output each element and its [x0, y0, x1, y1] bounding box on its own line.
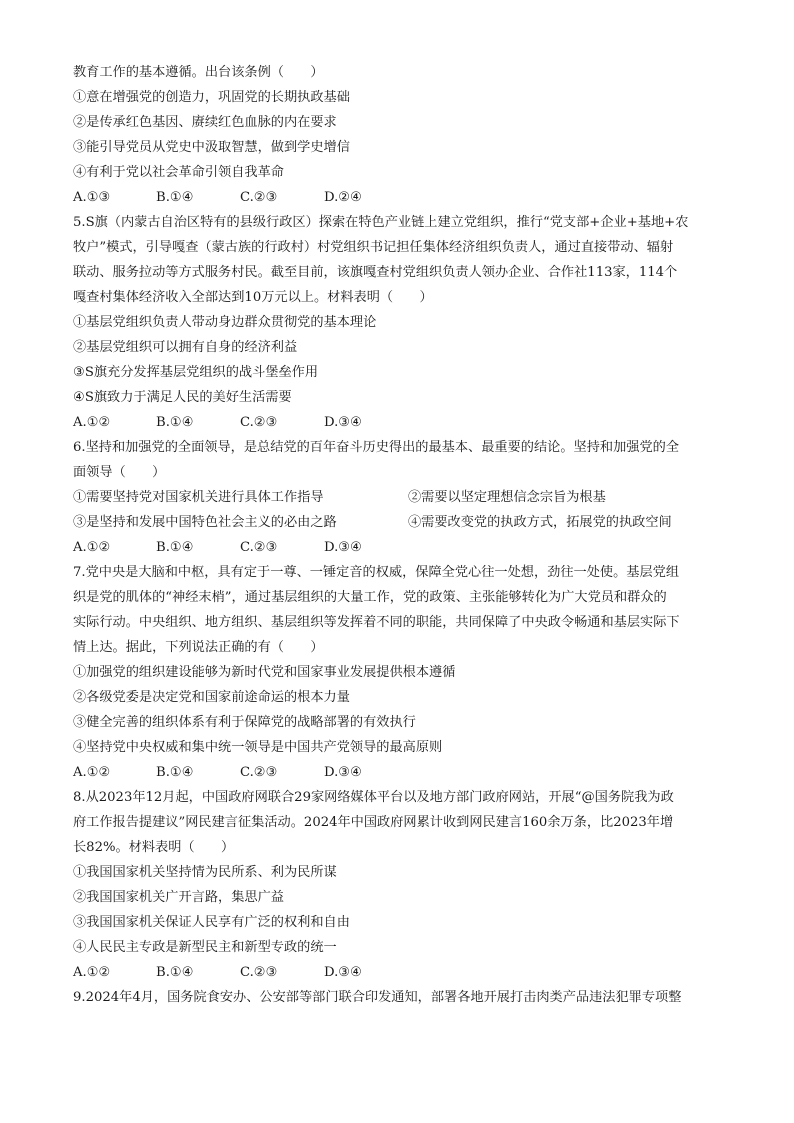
q5-stem-line-1: 5.S旗（内蒙古自治区特有的县级行政区）探索在特色产业链上建立党组织，推行“党支部+企业+基地+农 [73, 215, 689, 230]
q5-statement-4: ④S旗致力于满足人民的美好生活需要 [73, 390, 292, 405]
q8-stem-line-2: 府工作报告提建议”网民建言征集活动。2024年中国政府网累计收到网民建言160余万条，比2023年增 [73, 815, 674, 830]
q6-stem-line-1: 6.坚持和加强党的全面领导，是总结党的百年奋斗历史得出的最基本、最重要的结论。坚持和加强党的全 [73, 440, 680, 455]
q5-option-d: D.③④ [324, 415, 362, 430]
q6-option-b: B.①④ [156, 540, 194, 555]
q5-stem-line-4: 嘎查村集体经济收入全部达到10万元以上。材料表明（ ） [73, 290, 433, 305]
q7-option-a: A.①② [73, 765, 111, 780]
q7-statement-2: ②各级党委是决定党和国家前途命运的根本力量 [73, 690, 350, 705]
q9-stem-line-1: 9.2024年4月，国务院食安办、公安部等部门联合印发通知，部署各地开展打击肉类产品违法犯罪专项整 [73, 990, 682, 1005]
q8-statement-1: ①我国国家机关坚持情为民所系、利为民所谋 [73, 865, 337, 880]
q7-stem-line-3: 实际行动。中央组织、地方组织、基层组织等发挥着不同的职能，共同保障了中央政令畅通和基层实际下 [73, 615, 680, 630]
q7-option-c: C.②③ [240, 765, 278, 780]
q7-statement-4: ④坚持党中央权威和集中统一领导是中国共产党领导的最高原则 [73, 740, 443, 755]
q8-option-b: B.①④ [156, 965, 194, 980]
q8-statement-2: ②我国国家机关广开言路，集思广益 [73, 890, 284, 905]
q4-statement-4: ④有利于党以社会革命引领自我革命 [73, 165, 284, 180]
q6-statement-4: ④需要改变党的执政方式，拓展党的执政空间 [408, 515, 672, 530]
q7-stem-line-1: 7.党中央是大脑和中枢，具有定于一尊、一锤定音的权威，保障全党心往一处想，劲往一处使。基层党组 [73, 565, 680, 580]
q7-option-d: D.③④ [324, 765, 362, 780]
q7-statement-3: ③健全完善的组织体系有利于保障党的战略部署的有效执行 [73, 715, 416, 730]
q5-stem-line-2: 牧户”模式，引导嘎查（蒙古族的行政村）村党组织书记担任集体经济组织负责人，通过直接带动、辐射 [73, 240, 674, 255]
q5-statement-2: ②基层党组织可以拥有自身的经济利益 [73, 340, 298, 355]
q6-statement-3: ③是坚持和发展中国特色社会主义的必由之路 [73, 515, 337, 530]
q4-statement-1: ①意在增强党的创造力，巩固党的长期执政基础 [73, 90, 350, 105]
q6-option-a: A.①② [73, 540, 111, 555]
q4-option-a: A.①③ [73, 190, 111, 205]
q6-statement-2: ②需要以坚定理想信念宗旨为根基 [408, 490, 606, 505]
q4-option-b: B.①④ [156, 190, 194, 205]
q4-statement-2: ②是传承红色基因、赓续红色血脉的内在要求 [73, 115, 337, 130]
q8-option-a: A.①② [73, 965, 111, 980]
q8-statement-3: ③我国国家机关保证人民享有广泛的权利和自由 [73, 915, 350, 930]
q8-statement-4: ④人民民主专政是新型民主和新型专政的统一 [73, 940, 337, 955]
q5-option-c: C.②③ [240, 415, 278, 430]
q5-statement-3: ③S旗充分发挥基层党组织的战斗堡垒作用 [73, 365, 319, 380]
q5-option-b: B.①④ [156, 415, 194, 430]
q7-stem-line-4: 情上达。据此，下列说法正确的有（ ） [73, 640, 324, 655]
q5-stem-line-3: 联动、服务拉动等方式服务村民。截至目前，该旗嘎查村党组织负责人领办企业、合作社113家，114个 [73, 265, 678, 280]
q7-option-b: B.①④ [156, 765, 194, 780]
q6-statement-1: ①需要坚持党对国家机关进行具体工作指导 [73, 490, 324, 505]
q5-option-a: A.①② [73, 415, 111, 430]
q7-stem-line-2: 织是党的肌体的“神经末梢”，通过基层组织的大量工作，党的政策、主张能够转化为广大党员和群众的 [73, 590, 667, 605]
q8-stem-line-3: 长82%。材料表明（ ） [73, 840, 235, 855]
q7-statement-1: ①加强党的组织建设能够为新时代党和国家事业发展提供根本遵循 [73, 665, 456, 680]
q4-option-d: D.②④ [324, 190, 362, 205]
q8-option-c: C.②③ [240, 965, 278, 980]
q8-stem-line-1: 8.从2023年12月起，中国政府网联合29家网络媒体平台以及地方部门政府网站，开展“@国务院我为政 [73, 790, 674, 805]
q6-option-c: C.②③ [240, 540, 278, 555]
q6-option-d: D.③④ [324, 540, 362, 555]
q4-stem-end: 教育工作的基本遵循。出台该条例（ ） [73, 65, 324, 80]
q4-option-c: C.②③ [240, 190, 278, 205]
q6-stem-line-2: 面领导（ ） [73, 465, 166, 480]
q5-statement-1: ①基层党组织负责人带动身边群众贯彻党的基本理论 [73, 315, 377, 330]
q4-statement-3: ③能引导党员从党史中汲取智慧，做到学史增信 [73, 140, 350, 155]
q8-option-d: D.③④ [324, 965, 362, 980]
